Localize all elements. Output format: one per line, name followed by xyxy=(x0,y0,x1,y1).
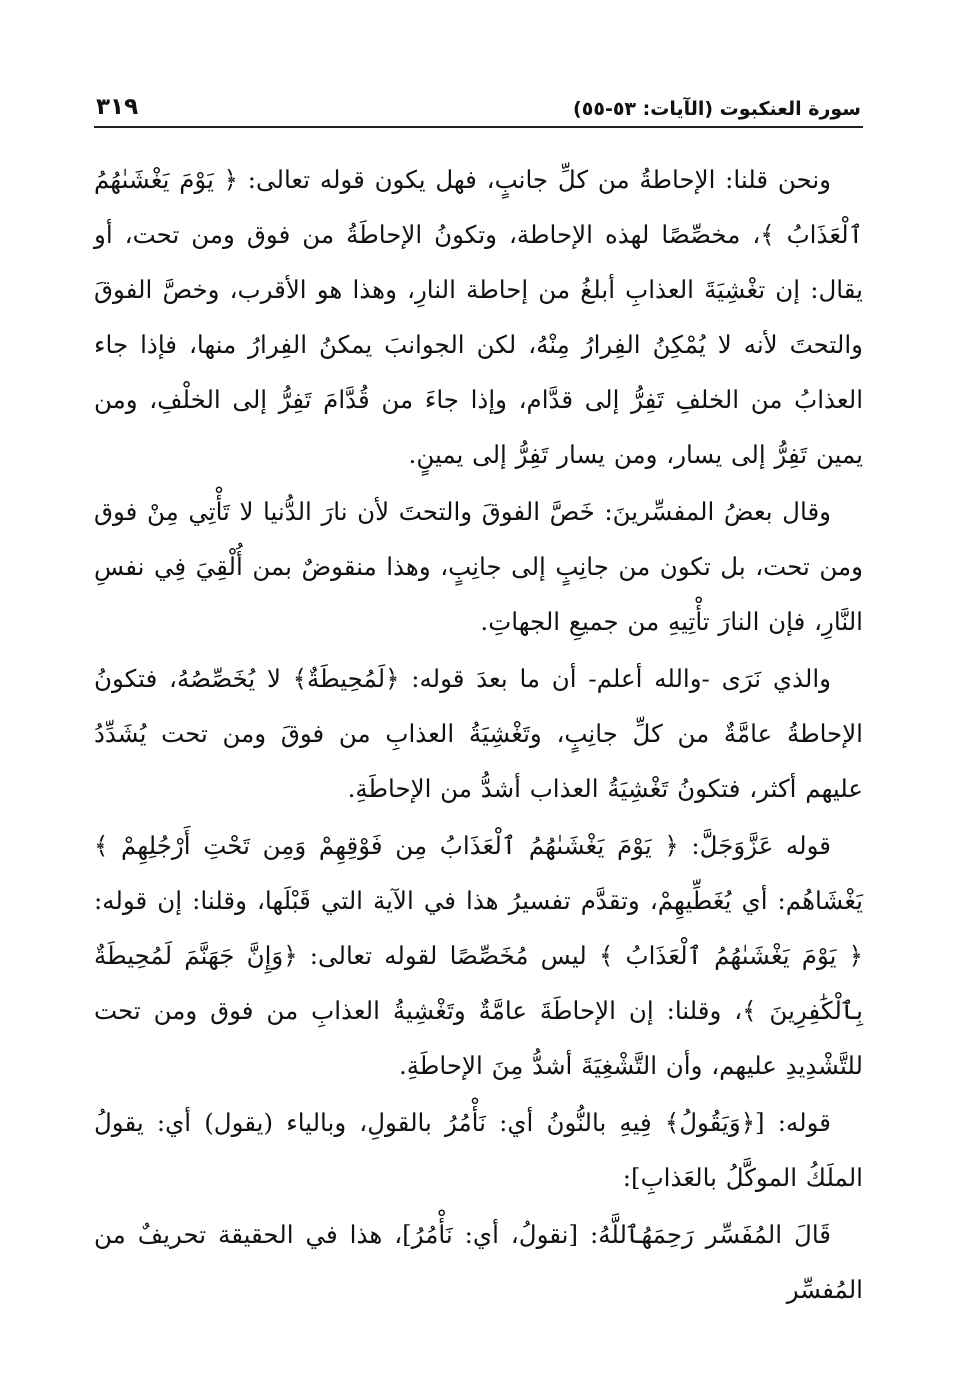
running-header xyxy=(94,92,863,128)
paragraph: وقال بعضُ المفسِّرينَ: خَصَّ الفوقَ والتحتَ لأن نارَ الدُّنيا لا تَأْتِي مِنْ فوق ومن تحت، بل تكون من جانِبٍ إلى جانِبٍ، وهذا منقوضٌ بمن أُلْقِيَ فِي نفسِ النَّارِ، فإن النارَ تأْتِيهِ من جميعِ الجهاتِ. xyxy=(94,497,863,636)
chapter-title: سورة العنكبوت (الآيات: ٥٣-٥٥) xyxy=(573,98,861,120)
page-body xyxy=(94,152,863,1317)
page-number: ٣١٩ xyxy=(96,94,139,120)
paragraph: قوله: [﴿وَيَقُولُ﴾ فِيهِ بالنُّونُ أي: نَأْمُرُ بالقولِ، وبالياء (يقول) أي: يقولُ الملَكُ الموكَّلُ بالعَذابِ]: xyxy=(94,1108,863,1192)
paragraph: ونحن قلنا: الإحاطةُ من كلِّ جانبٍ، فهل يكون قوله تعالى: ﴿ يَوْمَ يَغْشَىٰهُمُ ٱلْعَذَابُ ﴾، مخصِّصًا لهذه الإحاطة، وتكونُ الإحاطَةُ من فوق ومن تحت، أو يقال: إن تغْشِيَةَ العذابِ أبلغُ من إحاطة النارِ، وهذا هو الأقرب، وخصَّ الفوقَ والتحتَ لأنه لا يُمْكِنُ الفِرارُ مِنْهُ، لكن الجوانبَ يمكنُ الفِرارُ منها، فإذا جاء العذابُ من الخلفِ تَفِرُّ إلى قدَّام، وإذا جاءَ من قُدَّامَ تَفِرُّ إلى الخلْفِ، ومن يمين تَفِرُّ إلى يسار، ومن يسار تَفِرُّ إلى يمينٍ. xyxy=(94,165,863,469)
paragraph: والذي نَرَى -والله أعلم- أن ما بعدَ قوله: ﴿لَمُحِيطَةٌ﴾ لا يُخَصِّصُهُ، فتكونُ الإحاطةُ عامَّةٌ من كلِّ جانِبٍ، وتَغْشِيَةُ العذابِ من فوقَ ومن تحت يُشَدِّدُ عليهم أكثر، فتكونُ تَغْشِيَةُ العذاب أشدُّ من الإحاطَةِ. xyxy=(94,664,863,803)
paragraph: قوله عَزَّوَجَلَّ: ﴿ يَوْمَ يَغْشَىٰهُمُ ٱلْعَذَابُ مِن فَوْقِهِمْ وَمِن تَحْتِ أَرْجُلِهِمْ ﴾ يَغْشَاهُم: أي يُغَطِّيهِمْ، وتقدَّم تفسيرُ هذا في الآية التي قَبْلَها، وقلنا: إن قوله: ﴿ يَوْمَ يَغْشَىٰهُمُ ٱلْعَذَابُ ﴾ ليس مُخَصِّصًا لقوله تعالى: ﴿وَإِنَّ جَهَنَّمَ لَمُحِيطَةٌ بِٱلْكَٰفِرِينَ ﴾، وقلنا: إن الإحاطَةَ عامَّةٌ وتَغْشِيةُ العذابِ من فوق ومن تحت للتَّشْدِيدِ عليهم، وأن التَّشْغِيَةَ أشدُّ مِنَ الإحاطَةِ. xyxy=(94,831,863,1080)
paragraph: قَالَ المُفَسِّر رَحِمَهُٱللَّهُ: [نقولُ، أي: نَأْمُرُ]، هذا في الحقيقة تحريفٌ من المُفسِّر xyxy=(94,1220,863,1304)
